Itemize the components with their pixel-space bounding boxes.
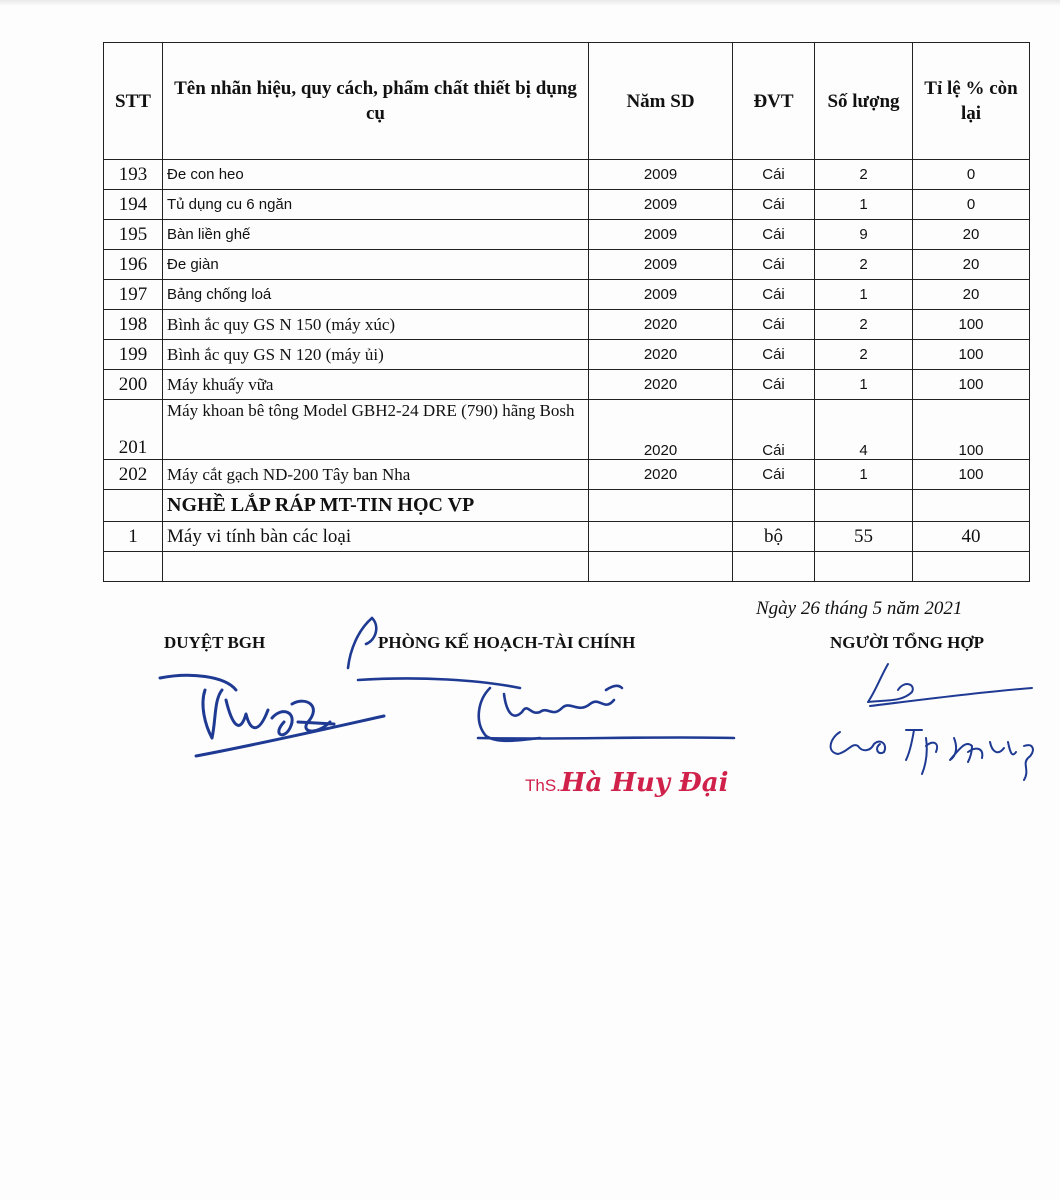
- cell-unit: Cái: [733, 370, 815, 400]
- cell-stt: 1: [104, 522, 163, 552]
- cell-empty: [163, 552, 589, 582]
- section-title: NGHỀ LẮP RÁP MT-TIN HỌC VP: [163, 490, 589, 522]
- table-row: [104, 280, 1030, 310]
- cell-year: 2020: [589, 340, 733, 370]
- cell-unit: Cái: [733, 220, 815, 250]
- name-text: Hà Huy Đại: [560, 768, 729, 798]
- cell-pct: [913, 490, 1030, 522]
- cell-stt: 201: [104, 400, 163, 460]
- cell-qty: 1: [815, 460, 913, 490]
- cell-year: 2020: [589, 460, 733, 490]
- header-stt: STT: [104, 43, 163, 160]
- cell-stt: 197: [104, 280, 163, 310]
- cell-stt: 200: [104, 370, 163, 400]
- cell-year: [589, 522, 733, 552]
- cell-name: Bình ắc quy GS N 150 (máy xúc): [163, 310, 589, 340]
- cell-stt: 196: [104, 250, 163, 280]
- header-qty: Số lượng: [815, 43, 913, 160]
- cell-pct: 100: [913, 370, 1030, 400]
- cell-year: 2020: [589, 310, 733, 340]
- cell-unit: Cái: [733, 400, 815, 460]
- table-row: [104, 400, 1030, 460]
- director-signature: [160, 675, 384, 756]
- cell-name: Tủ dụng cu 6 ngăn: [163, 190, 589, 220]
- cell-unit: Cái: [733, 460, 815, 490]
- cell-year: [589, 490, 733, 522]
- cell-empty: [104, 552, 163, 582]
- cell-pct: 0: [913, 190, 1030, 220]
- section-row: [104, 490, 1030, 522]
- cell-unit: Cái: [733, 160, 815, 190]
- cell-year: 2009: [589, 250, 733, 280]
- cell-unit: bộ: [733, 522, 815, 552]
- header-year: Năm SD: [589, 43, 733, 160]
- cell-qty: 1: [815, 190, 913, 220]
- table-row: [104, 250, 1030, 280]
- cell-stt: 199: [104, 340, 163, 370]
- cell-pct: 100: [913, 460, 1030, 490]
- table-row: [104, 370, 1030, 400]
- table-row: [104, 460, 1030, 490]
- table-row: [104, 522, 1030, 552]
- cell-unit: Cái: [733, 310, 815, 340]
- cell-pct: 100: [913, 340, 1030, 370]
- header-unit: ĐVT: [733, 43, 815, 160]
- table-row: [104, 310, 1030, 340]
- cell-unit: Cái: [733, 190, 815, 220]
- cell-year: 2020: [589, 370, 733, 400]
- cell-stt: 193: [104, 160, 163, 190]
- cell-name: Máy khuấy vữa: [163, 370, 589, 400]
- cell-qty: 2: [815, 340, 913, 370]
- compiler-label: NGƯỜI TỔNG HỢP: [830, 633, 984, 652]
- header-pct: Tỉ lệ % còn lại: [913, 43, 1030, 160]
- cell-name: Máy khoan bê tông Model GBH2-24 DRE (790) hãng Bosh: [163, 400, 589, 460]
- cell-name: Đe con heo: [163, 160, 589, 190]
- cell-pct: 100: [913, 400, 1030, 460]
- finance-dept-label: PHÒNG KẾ HOẠCH-TÀI CHÍNH: [378, 633, 636, 652]
- cell-year: 2020: [589, 400, 733, 460]
- cell-name: Đe giàn: [163, 250, 589, 280]
- cell-pct: 100: [913, 310, 1030, 340]
- approve-label: DUYỆT BGH: [164, 633, 266, 652]
- cell-qty: 9: [815, 220, 913, 250]
- cell-pct: 0: [913, 160, 1030, 190]
- cell-stt: 198: [104, 310, 163, 340]
- cell-qty: 1: [815, 280, 913, 310]
- cell-qty: 1: [815, 370, 913, 400]
- table-row: [104, 340, 1030, 370]
- cell-year: 2009: [589, 280, 733, 310]
- cell-qty: 2: [815, 160, 913, 190]
- table-row: [104, 160, 1030, 190]
- cell-name: Máy vi tính bàn các loại: [163, 522, 589, 552]
- cell-year: 2009: [589, 220, 733, 250]
- cell-pct: 20: [913, 280, 1030, 310]
- scan-edge: [0, 0, 1060, 6]
- cell-empty: [815, 552, 913, 582]
- cell-name: Bình ắc quy GS N 120 (máy ủi): [163, 340, 589, 370]
- cell-qty: 2: [815, 250, 913, 280]
- cell-pct: 20: [913, 250, 1030, 280]
- cell-empty: [733, 552, 815, 582]
- cell-name: Máy cắt gạch ND-200 Tây ban Nha: [163, 460, 589, 490]
- cell-unit: [733, 490, 815, 522]
- cell-stt: 194: [104, 190, 163, 220]
- cell-name: Bàn liền ghế: [163, 220, 589, 250]
- table-row: [104, 220, 1030, 250]
- cell-unit: Cái: [733, 250, 815, 280]
- cell-unit: Cái: [733, 280, 815, 310]
- finance-officer-name: [525, 768, 728, 798]
- cell-unit: Cái: [733, 340, 815, 370]
- cell-year: 2009: [589, 160, 733, 190]
- compiler-signature: [831, 664, 1033, 780]
- signing-date: Ngày 26 tháng 5 năm 2021: [756, 598, 963, 619]
- table-row-empty: [104, 552, 1030, 582]
- cell-pct: 20: [913, 220, 1030, 250]
- cell-qty: 2: [815, 310, 913, 340]
- cell-empty: [589, 552, 733, 582]
- cell-pct: 40: [913, 522, 1030, 552]
- table-row: [104, 190, 1030, 220]
- cell-qty: [815, 490, 913, 522]
- cell-empty: [913, 552, 1030, 582]
- cell-year: 2009: [589, 190, 733, 220]
- inventory-table: [103, 42, 1030, 582]
- header-name: Tên nhãn hiệu, quy cách, phẩm chất thiết bị dụng cụ: [163, 43, 589, 160]
- name-prefix: ThS.: [525, 776, 561, 795]
- table-header-row: [104, 43, 1030, 160]
- cell-stt: 195: [104, 220, 163, 250]
- cell-qty: 55: [815, 522, 913, 552]
- cell-name: Bảng chống loá: [163, 280, 589, 310]
- cell-stt: 202: [104, 460, 163, 490]
- cell-stt: [104, 490, 163, 522]
- cell-qty: 4: [815, 400, 913, 460]
